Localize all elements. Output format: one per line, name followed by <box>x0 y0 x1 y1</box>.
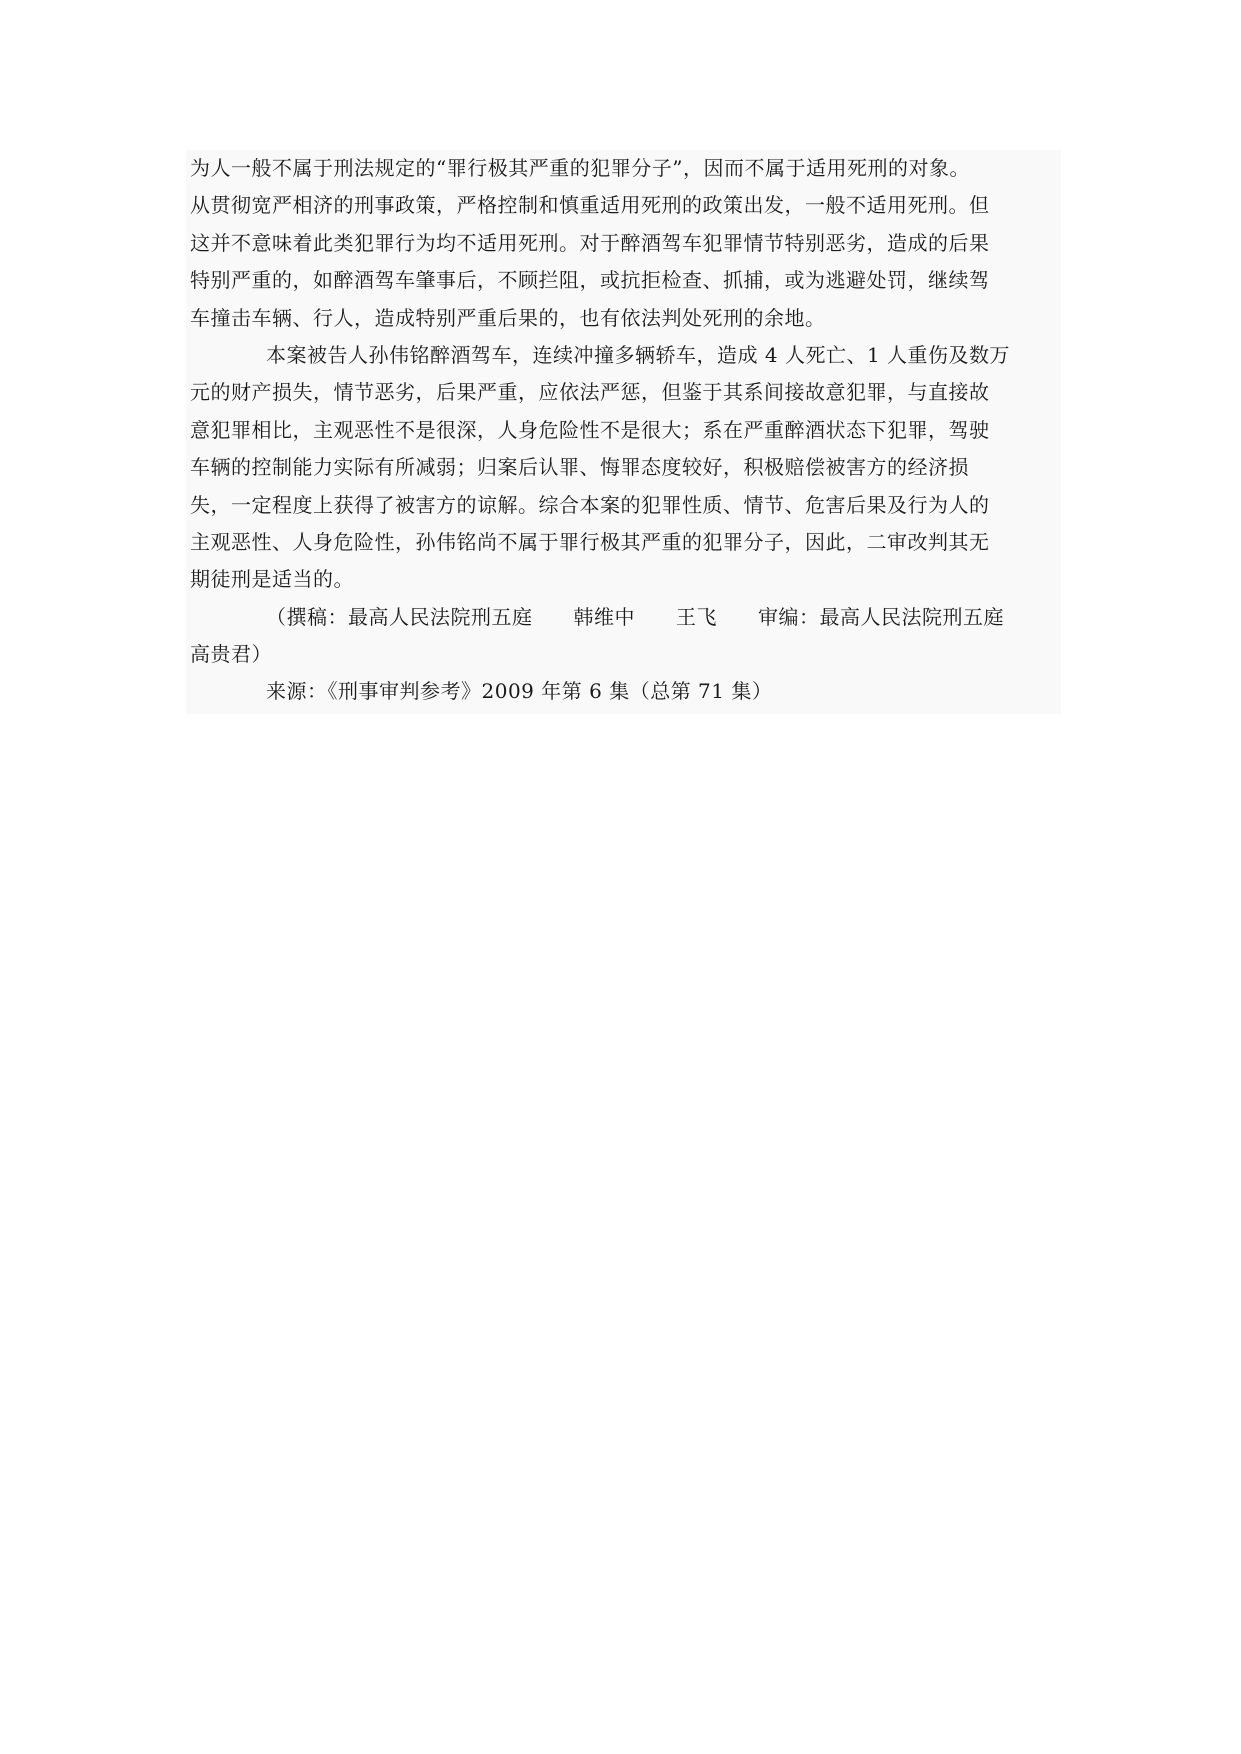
paragraph-line: 主观恶性、人身危险性，孙伟铭尚不属于罪行极其严重的犯罪分子，因此，二审改判其无 <box>190 529 990 554</box>
paragraph-line: 从贯彻宽严相济的刑事政策，严格控制和慎重适用死刑的政策出发，一般不适用死刑。但 <box>190 193 990 218</box>
paragraph-line: 本案被告人孙伟铭醉酒驾车，连续冲撞多辆轿车，造成 4 人死亡、1 人重伤及数万 <box>266 342 1011 367</box>
paragraph-line: 元的财产损失，情节恶劣，后果严重，应依法严惩，但鉴于其系间接故意犯罪，与直接故 <box>190 380 990 405</box>
credit-line: （撰稿：最高人民法院刑五庭 韩维中 王飞 审编：最高人民法院刑五庭 <box>266 604 1004 629</box>
paragraph-line: 失，一定程度上获得了被害方的谅解。综合本案的犯罪性质、情节、危害后果及行为人的 <box>190 492 990 517</box>
source-line: 来源：《刑事审判参考》2009 年第 6 集（总第 71 集） <box>266 679 773 704</box>
document-body <box>186 150 1061 714</box>
paragraph-line: 期徒刑是适当的。 <box>190 567 354 592</box>
paragraph-line: 特别严重的，如醉酒驾车肇事后，不顾拦阻，或抗拒检查、抓捕，或为逃避处罚，继续驾 <box>190 268 990 293</box>
credit-line: 高贵君） <box>190 642 272 667</box>
paragraph-line: 车撞击车辆、行人，造成特别严重后果的，也有依法判处死刑的余地。 <box>190 305 826 330</box>
paragraph-line: 为人一般不属于刑法规定的“罪行极其严重的犯罪分子”，因而不属于适用死刑的对象。 <box>190 156 970 180</box>
credit-paragraph <box>190 599 1055 674</box>
paragraph-2 <box>190 337 1055 599</box>
paragraph-line: 意犯罪相比，主观恶性不是很深，人身危险性不是很大；系在严重醉酒状态下犯罪，驾驶 <box>190 417 990 442</box>
paragraph-line: 这并不意味着此类犯罪行为均不适用死刑。对于醉酒驾车犯罪情节特别恶劣，造成的后果 <box>190 230 990 255</box>
paragraph-line: 车辆的控制能力实际有所减弱；归案后认罪、悔罪态度较好，积极赔偿被害方的经济损 <box>190 455 969 480</box>
paragraph-1 <box>190 150 1055 337</box>
